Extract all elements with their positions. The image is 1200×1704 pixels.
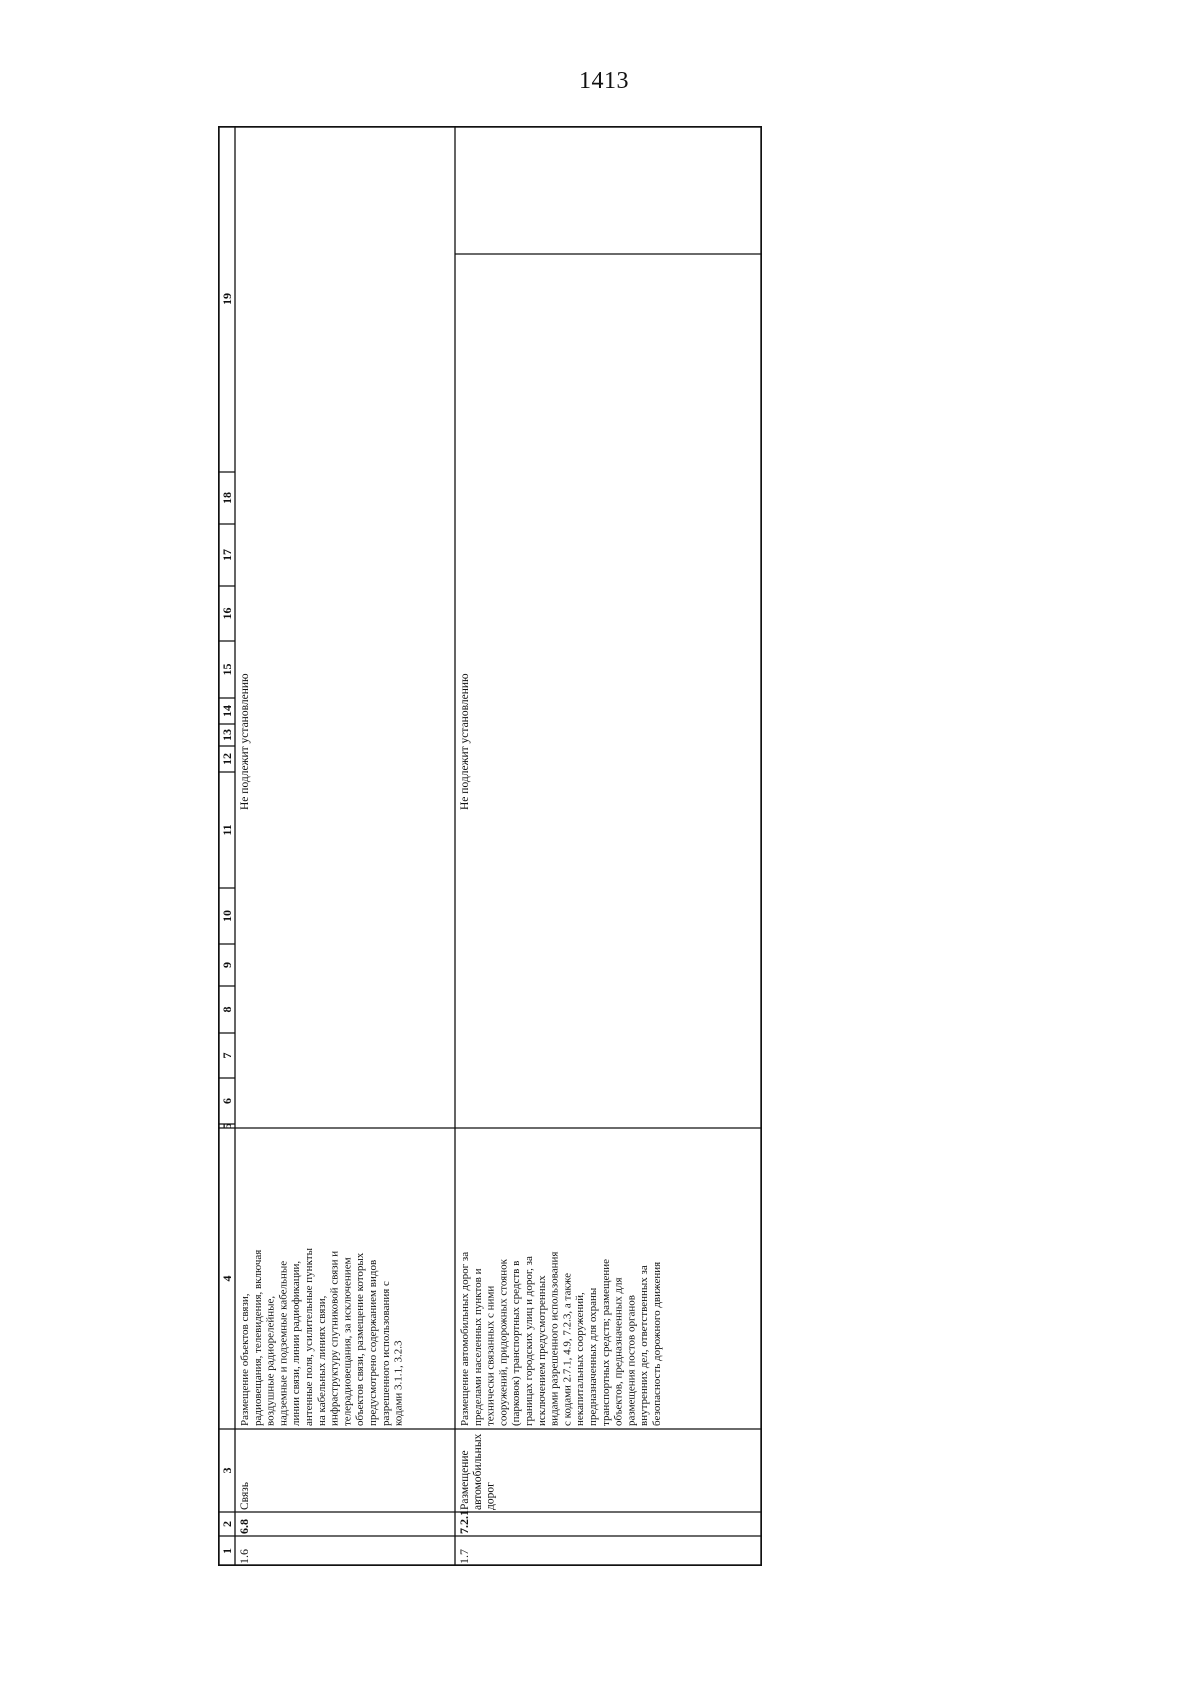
row-description-line: воздушные радиорелейные,: [264, 1295, 277, 1426]
row-description-line: сооружений, придорожных стоянок: [497, 1259, 510, 1426]
row-description-line: безопасность дорожного движения: [651, 1261, 663, 1426]
column-header-11: 11: [220, 824, 234, 836]
row-code: 6.8: [237, 1519, 251, 1534]
row-description-line: внутренних дел, ответственных за: [638, 1265, 651, 1426]
column-header-14: 14: [220, 705, 234, 717]
row-description-line: транспортных средств; размещение: [599, 1259, 612, 1426]
column-header-4: 4: [220, 1275, 234, 1282]
column-header-2: 2: [220, 1521, 234, 1527]
column-header-17: 17: [220, 549, 234, 561]
row-description-line: пределами населенных пунктов и: [471, 1268, 484, 1426]
row-name-line: Размещение: [459, 1450, 471, 1510]
row-description-line: предназначенных для охраны: [587, 1287, 599, 1426]
column-header-16: 16: [220, 607, 234, 620]
row-description-line: на кабельных линиях связи,: [315, 1295, 328, 1426]
row-description-line: телерадиовещания, за исключением: [341, 1257, 354, 1426]
row-number: 1.7: [457, 1549, 471, 1564]
column-header-13: 13: [220, 729, 234, 741]
row-description-line: технически связанных с ними: [484, 1285, 497, 1426]
column-header-1: 1: [220, 1548, 234, 1554]
column-header-8: 8: [220, 1006, 234, 1013]
row-description-line: видами разрешенного использования: [548, 1251, 561, 1426]
table-grid: [218, 126, 762, 1566]
row-description-line: радиовещания, телевидения, включая: [251, 1249, 264, 1426]
page-number: 1413: [579, 68, 629, 94]
column-header-9: 9: [220, 962, 234, 968]
row-description-line: линии связи, линии радиофикации,: [290, 1260, 303, 1426]
row-number: 1.6: [237, 1549, 251, 1564]
row-name-line: Связь: [239, 1481, 251, 1510]
column-header-7: 7: [220, 1052, 234, 1059]
row-description-line: некапитальных сооружений,: [574, 1292, 587, 1426]
row-name-line: дорог: [484, 1482, 497, 1510]
row-description-line: объектов связи, размещение которых: [354, 1252, 367, 1426]
land-use-table: [218, 126, 762, 1566]
row-code: 7.2.1: [457, 1510, 471, 1534]
row-description-line: Размещение автомобильных дорог за: [459, 1251, 471, 1426]
column-header-18: 18: [220, 492, 234, 504]
row-description-line: антенные поля, усилительные пункты: [303, 1248, 315, 1426]
row-note: Не подлежит установлению: [239, 673, 251, 810]
row-description-line: разрешенного использования с: [379, 1281, 392, 1426]
column-header-12: 12: [220, 753, 234, 765]
row-description-line: исключением предусмотренных: [535, 1275, 548, 1426]
row-description-line: инфраструктуру спутниковой связи и: [328, 1250, 341, 1426]
column-header-10: 10: [220, 910, 234, 922]
row-note: Не подлежит установлению: [459, 673, 471, 810]
column-header-6: 6: [220, 1098, 234, 1104]
row-description-line: Размещение объектов связи,: [239, 1293, 251, 1426]
column-header-19: 19: [220, 293, 234, 305]
column-header-15: 15: [220, 663, 234, 676]
row-description-line: с кодами 2.7.1, 4.9, 7.2.3, а также: [561, 1272, 574, 1426]
row-description-line: объектов, предназначенных для: [612, 1277, 625, 1426]
row-name-line: автомобильных: [471, 1433, 484, 1510]
row-description-line: предусмотрено содержанием видов: [367, 1259, 379, 1426]
column-header-3: 3: [220, 1467, 234, 1474]
row-description-line: (парковок) транспортных средств в: [510, 1260, 523, 1426]
row-description-line: кодами 3.1.1, 3.2.3: [392, 1340, 405, 1426]
row-description-line: размещения постов органов: [625, 1295, 638, 1426]
column-header-5: 5: [220, 1123, 234, 1129]
row-description-line: надземные и подземные кабельные: [277, 1260, 290, 1426]
row-description-line: границах городских улиц и дорог, за: [523, 1256, 535, 1426]
